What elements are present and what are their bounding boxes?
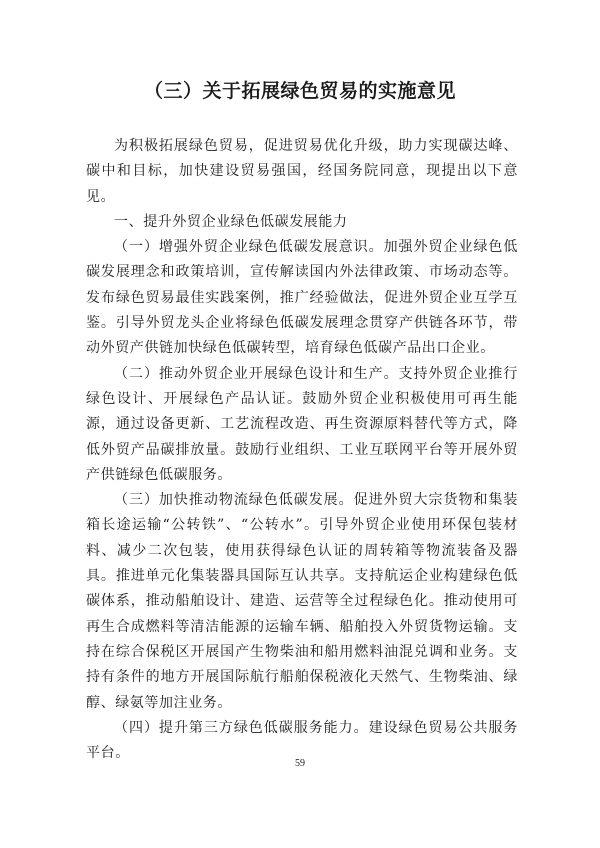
paragraph-item-4: （四）提升第三方绿色低碳服务能力。建设绿色贸易公共服务平台。 bbox=[86, 719, 518, 762]
section-heading: 一、提升外贸企业绿色低碳发展能力 bbox=[114, 213, 348, 230]
paragraph-intro: 为积极拓展绿色贸易，促进贸易优化升级，助力实现碳达峰、碳中和目标，加快建设贸易强国，经国务院同意，现提出以下意见。 bbox=[86, 138, 518, 205]
document-body bbox=[86, 134, 518, 766]
paragraph-item-1: （一）增强外贸企业绿色低碳发展意识。加强外贸企业绿色低碳发展理念和政策培训，宣传解读国内外法律政策、市场动态等。发布绿色贸易最佳实践案例，推广经验做法，促进外贸企业互学互鉴。引导外贸龙头企业将绿色低碳发展理念贯穿产供链各环节，带动外贸产供链加快绿色低碳转型，培育绿色低碳产品出口企业。 bbox=[86, 239, 518, 357]
paragraph-item-3: （三）加快推动物流绿色低碳发展。促进外贸大宗货物和集装箱长途运输“公转铁”、“公转水”。引导外贸企业使用环保包装材料、减少二次包装，使用获得绿色认证的周转箱等物流装备及器具。推进单元化集装器具国际互认共享。支持航运企业构建绿色低碳体系，推动船舶设计、建造、运营等全过程绿色化。推动使用可再生合成燃料等清洁能源的运输车辆、船舶投入外贸货物运输。支持在综合保税区开展国产生物柴油和船用燃料油混兑调和业务。支持有条件的地方开展国际航行船舶保税液化天然气、生物柴油、绿醇、绿氨等加注业务。 bbox=[86, 492, 518, 711]
paragraph-item-2: （二）推动外贸企业开展绿色设计和生产。支持外贸企业推行绿色设计、开展绿色产品认证。鼓励外贸企业积极使用可再生能源，通过设备更新、工艺流程改造、再生资源原料替代等方式，降低外贸产品碳排放量。鼓励行业组织、工业互联网平台等开展外贸产供链绿色低碳服务。 bbox=[86, 365, 518, 483]
document-title: （三）关于拓展绿色贸易的实施意见 bbox=[143, 80, 456, 102]
page-number: 59 bbox=[295, 758, 305, 769]
